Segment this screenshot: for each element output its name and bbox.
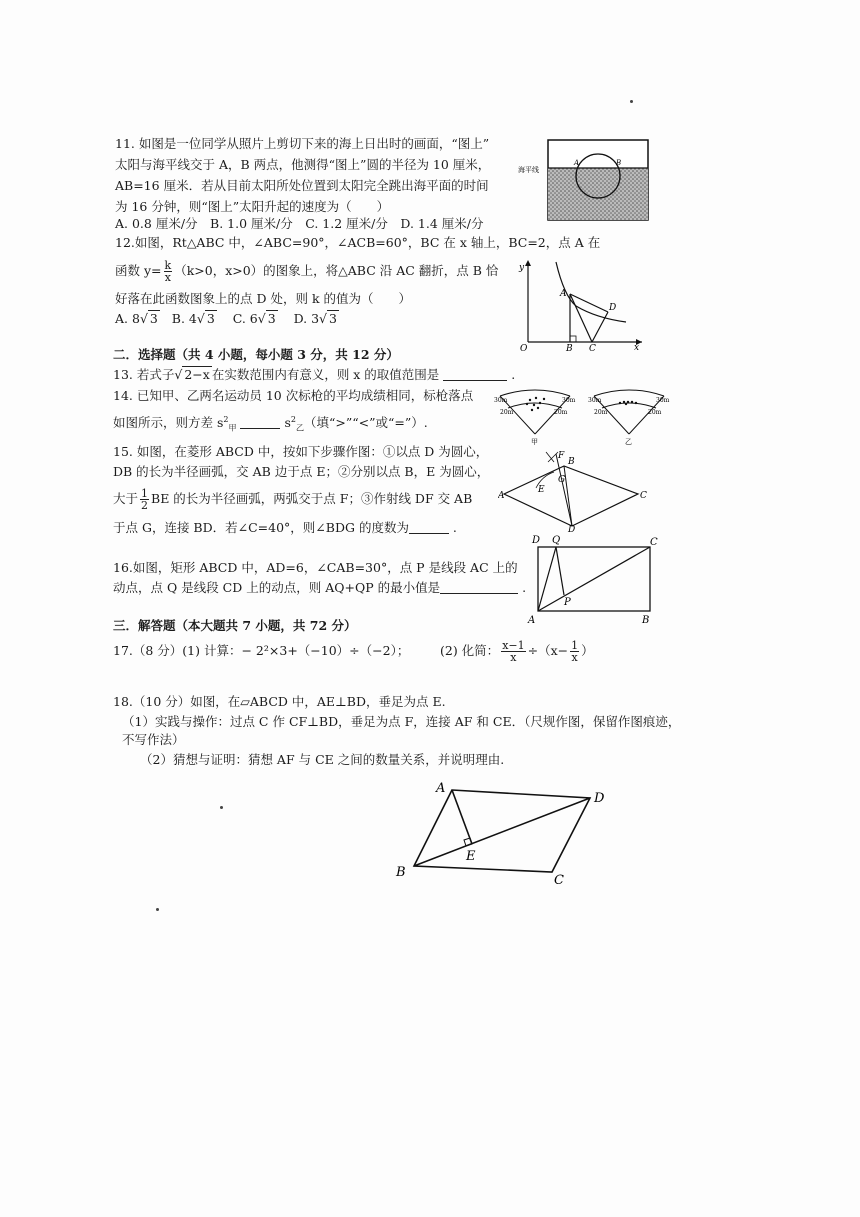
q16-point-q: Q bbox=[552, 535, 561, 546]
q16-line1: 16.如图，矩形 ABCD 中，AD=6，∠CAB=30°，点 P 是线段 AC 上的 bbox=[113, 560, 518, 575]
q18-line3: 不写作法） bbox=[122, 732, 185, 747]
q12-point-d: D bbox=[609, 303, 617, 313]
section2-heading: 二．选择题（共 4 小题，每小题 3 分，共 12 分） bbox=[113, 347, 399, 362]
q11-sunrise-figure bbox=[512, 138, 652, 224]
q15-line2: DB 的长为半径画弧，交 AB 边于点 E；②分别以点 B，E 为圆心， bbox=[113, 464, 490, 479]
q11-line1: 11. 如图是一位同学从照片上剪切下来的海上日出时的画面，“图上” bbox=[115, 136, 490, 151]
q14-label-jia: 甲 bbox=[531, 438, 538, 446]
svg-text:30m: 30m bbox=[494, 397, 508, 404]
svg-text:20m: 20m bbox=[500, 409, 514, 416]
q12-line2 bbox=[115, 260, 498, 283]
q12-x-label: x bbox=[634, 343, 640, 352]
q12-point-o: O bbox=[520, 344, 528, 352]
q13-radicand: 2−x bbox=[184, 367, 210, 382]
q18-line4: （2）猜想与证明：猜想 AF 与 CE 之间的数量关系，并说明理由. bbox=[140, 752, 505, 767]
q12-func-pre: 函数 y= bbox=[115, 263, 162, 278]
q12-opt-b: B. 4√ 3 bbox=[171, 311, 215, 326]
q11-options: A. 0.8 厘米/分 B. 1.0 厘米/分 C. 1.2 厘米/分 D. 1.4 厘米/分 bbox=[115, 216, 484, 231]
q12-k-over-x: $\frac{k}{x}$ bbox=[164, 259, 172, 284]
q17-part1: 17.（8 分）(1) 计算：− 2²×3+（−10）÷（−2）； bbox=[113, 643, 410, 658]
q11-point-a: A bbox=[574, 159, 580, 167]
q12-opt-c: C. 6√ 3 bbox=[232, 311, 276, 326]
q18-point-b: B bbox=[396, 865, 406, 880]
q16-point-d: D bbox=[532, 535, 541, 546]
q15-line1: 15. 如图，在菱形 ABCD 中，按如下步骤作图：①以点 D 为圆心， bbox=[113, 444, 489, 459]
q11-line3: AB=16 厘米．若从目前太阳所处位置到太阳完全跳出海平面的时间 bbox=[115, 178, 489, 193]
svg-text:20m: 20m bbox=[594, 409, 608, 416]
scan-speck bbox=[630, 100, 633, 103]
section3-heading: 三．解答题（本大题共 7 小题，共 72 分） bbox=[113, 618, 357, 633]
q12-point-c: C bbox=[589, 344, 596, 352]
q11-point-b: B bbox=[616, 159, 622, 167]
q17-fraction-2: $\frac{1}{x}$ bbox=[571, 639, 579, 664]
q15-rhombus-figure bbox=[498, 448, 654, 532]
q15-point-b: B bbox=[568, 457, 575, 467]
svg-text:20m: 20m bbox=[648, 409, 662, 416]
q12-func-post: （k>0，x>0）的图象上，将△ABC 沿 AC 翻折，点 B 恰 bbox=[174, 263, 499, 278]
q12-options bbox=[115, 311, 339, 327]
q12-y-label: y bbox=[519, 263, 525, 273]
q18-line1: 18.（10 分）如图，在▱ABCD 中，AE⊥BD，垂足为点 E. bbox=[113, 694, 446, 709]
q15-point-d: D bbox=[568, 525, 576, 532]
q13-answer-blank[interactable] bbox=[443, 368, 507, 381]
q11-line4: 为 16 分钟，则“图上”太阳升起的速度为（ ） bbox=[115, 199, 390, 214]
q16-point-c: C bbox=[650, 537, 658, 548]
q17-part2: (2) 化简： $\frac{x-1}{x}$ ÷（x− $\frac{1}{x}$ ） bbox=[440, 639, 594, 664]
q18-line2: （1）实践与操作：过点 C 作 CF⊥BD，垂足为点 F，连接 AF 和 CE．（尺规作图，保留作图痕迹， bbox=[122, 714, 681, 729]
q11-line2: 太阳与海平线交于 A，B 两点，他测得“图上”圆的半径为 10 厘米， bbox=[115, 157, 491, 172]
q16-answer-blank[interactable] bbox=[440, 581, 518, 594]
svg-text:30m: 30m bbox=[562, 397, 576, 404]
scan-speck bbox=[156, 908, 159, 911]
q12-opt-d: D. 3√ 3 bbox=[293, 311, 337, 326]
q16-rectangle-figure bbox=[526, 533, 666, 627]
scan-speck bbox=[220, 806, 223, 809]
q15-line4: 于点 G，连接 BD．若∠C=40°，则∠BDG 的度数为 . bbox=[113, 520, 457, 535]
q14-javelin-figure-jia bbox=[494, 386, 576, 446]
q12-point-b: B bbox=[566, 344, 573, 352]
svg-text:20m: 20m bbox=[554, 409, 568, 416]
q18-point-c: C bbox=[554, 873, 564, 886]
svg-text:30m: 30m bbox=[588, 397, 602, 404]
q15-point-g: G bbox=[558, 475, 566, 485]
q14-line2: 如图所示，则方差 $s^2_甲$ $s^2_乙$（填“>”“<”或“=”）. bbox=[113, 415, 428, 433]
svg-text:30m: 30m bbox=[656, 397, 670, 404]
q16-point-a: A bbox=[528, 615, 536, 626]
q12-point-a: A bbox=[560, 289, 567, 299]
q12-line3: 好落在此函数图象上的点 D 处，则 k 的值为（ ） bbox=[115, 291, 411, 306]
q18-point-a: A bbox=[436, 781, 446, 796]
q16-point-p: P bbox=[564, 597, 571, 608]
q16-point-b: B bbox=[642, 615, 650, 626]
q14-answer-blank[interactable] bbox=[240, 416, 280, 429]
q12-line1: 12.如图，Rt△ABC 中，∠ABC=90°，∠ACB=60°，BC 在 x 轴上，BC=2，点 A 在 bbox=[115, 235, 601, 250]
q12-opt-a: A. 8√ 3 bbox=[115, 311, 158, 326]
q12-coordinate-figure bbox=[516, 256, 646, 352]
q14-javelin-figure-yi bbox=[588, 386, 670, 446]
q18-parallelogram-figure bbox=[392, 778, 624, 886]
q15-line3: 大于 $\frac{1}{2}$ BE 的长为半径画弧，两弧交于点 F；③作射线 DF 交 AB bbox=[113, 487, 473, 512]
q14-line1: 14. 已知甲、乙两名运动员 10 次标枪的平均成绩相同，标枪落点 bbox=[113, 388, 474, 403]
q18-point-e: E bbox=[466, 849, 476, 864]
q11-sea-label: 海平线 bbox=[518, 166, 539, 174]
q15-point-e: E bbox=[538, 485, 545, 495]
q15-point-f: F bbox=[558, 451, 565, 461]
q16-line2: 动点，点 Q 是线段 CD 上的动点，则 AQ+QP 的最小值是 . bbox=[113, 580, 527, 595]
q18-point-d: D bbox=[594, 791, 605, 806]
q15-half-fraction: $\frac{1}{2}$ bbox=[141, 487, 149, 512]
q15-answer-blank[interactable] bbox=[409, 521, 449, 534]
q15-point-a: A bbox=[498, 491, 505, 501]
q15-point-c: C bbox=[640, 491, 647, 501]
q14-label-yi: 乙 bbox=[625, 438, 632, 446]
q13-line: 13. 若式子√ 2−x 在实数范围内有意义，则 x 的取值范围是 . bbox=[113, 367, 516, 382]
q17-fraction-1: $\frac{x-1}{x}$ bbox=[502, 639, 525, 664]
